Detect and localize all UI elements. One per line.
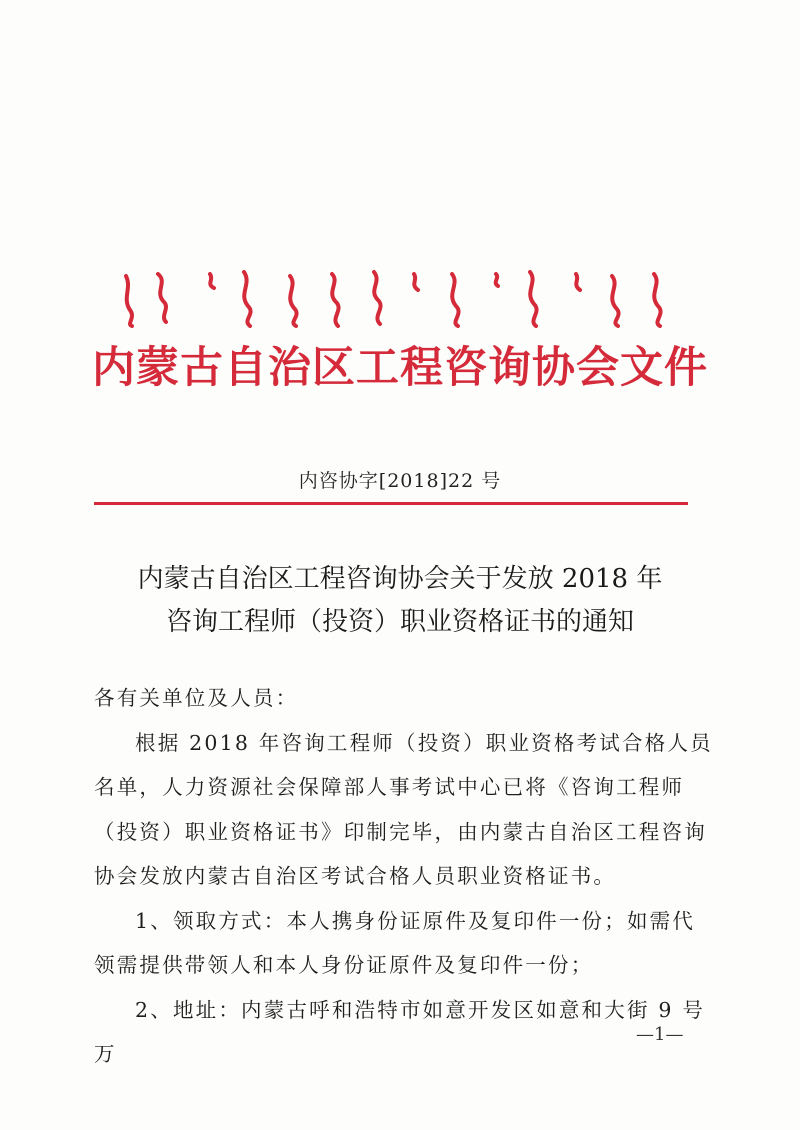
body-item-2: 2、地址：内蒙古呼和浩特市如意开发区如意和大街 9 号万 [94,997,706,1066]
page-number: —1— [636,1024,684,1045]
body-paragraph-1: 根据 2018 年咨询工程师（投资）职业资格考试合格人员名单，人力资源社会保障部人事考试中心已将《咨询工程师（投资）职业资格证书》印制完毕，由内蒙古自治区工程咨询协会发放内蒙古自治区考试合格人员职业资格证书。 [94,730,713,888]
document-number: 内咨协字[2018]22 号 [298,470,502,492]
notice-title-line-1: 内蒙古自治区工程咨询协会关于发放 2018 年 [137,564,663,594]
notice-title-line-2: 咨询工程师（投资）职业资格证书的通知 [165,607,634,637]
notice-title [90,558,710,644]
issuer-header-title: 内蒙古自治区工程咨询协会文件 [92,343,708,393]
notice-body [94,676,714,1077]
salutation: 各有关单位及人员： [94,686,299,710]
mongolian-script-icon [118,268,673,328]
body-item-1: 1、领取方式：本人携身份证原件及复印件一份；如需代领需提供带领人和本人身份证原件及复印件一份； [94,908,696,977]
red-divider-line [94,502,688,505]
